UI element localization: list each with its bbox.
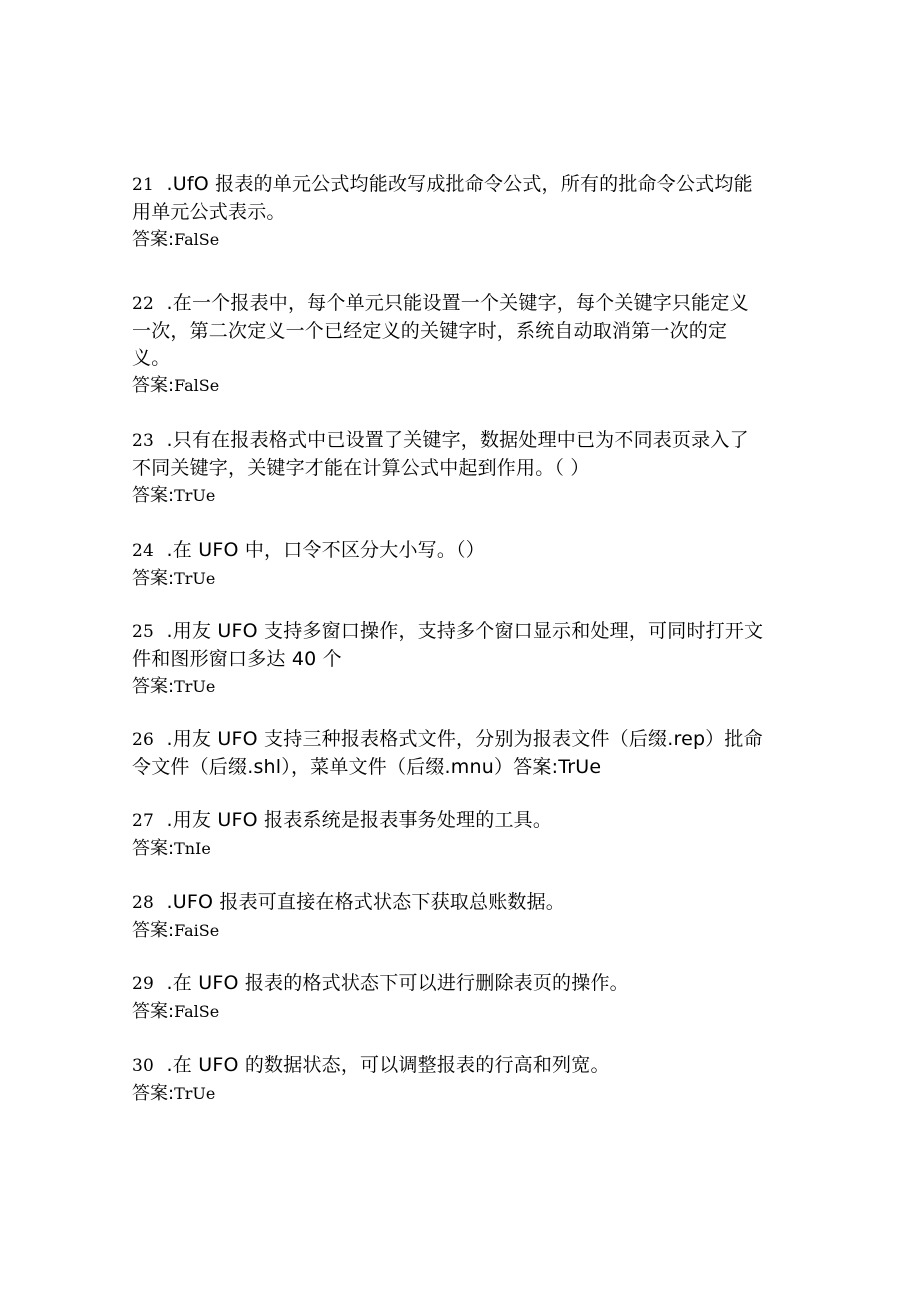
question-30 — [132, 1052, 792, 1107]
question-line — [132, 970, 792, 998]
question-text: .UFO 报表可直接在格式状态下获取总账数据。 — [166, 891, 566, 913]
question-number: 30 — [132, 1056, 155, 1076]
answer-value: FalSe — [174, 230, 220, 249]
answer-line — [132, 226, 792, 253]
answer-label: 答案: — [132, 229, 175, 250]
question-23 — [132, 427, 792, 509]
question-text: .UfO 报表的单元公式均能改写成批命令公式，所有的批命令公式均能 — [166, 173, 753, 195]
answer-line — [132, 565, 792, 592]
question-22 — [132, 290, 792, 399]
answer-label: 答案: — [132, 920, 175, 941]
answer-label: 答案: — [132, 1001, 175, 1022]
question-line — [132, 318, 792, 345]
question-line — [132, 290, 792, 318]
answer-line — [132, 482, 792, 509]
question-line — [132, 646, 792, 673]
answer-line — [132, 917, 792, 944]
question-21 — [132, 171, 792, 253]
question-text: 不同关键字，关键字才能在计算公式中起到作用。（ ） — [132, 457, 590, 479]
question-number: 28 — [132, 893, 155, 913]
answer-value: FalSe — [174, 1002, 220, 1021]
answer-label: 答案: — [132, 838, 175, 859]
answer-line — [132, 673, 792, 700]
question-line — [132, 618, 792, 646]
question-line — [132, 455, 792, 482]
question-text: .在 UFO 报表的格式状态下可以进行删除表页的操作。 — [166, 972, 629, 994]
answer-label: 答案: — [132, 676, 175, 697]
question-line — [132, 889, 792, 917]
question-text: .用友 UFO 支持多窗口操作，支持多个窗口显示和处理，可同时打开文 — [166, 620, 764, 642]
answer-line — [132, 1080, 792, 1107]
question-number: 29 — [132, 974, 155, 994]
question-text: 件和图形窗口多达 40 个 — [132, 648, 342, 670]
answer-label: 答案: — [132, 568, 175, 589]
answer-value: TrUe — [174, 569, 216, 588]
question-number: 24 — [132, 541, 155, 561]
answer-value: TrUe — [174, 1084, 216, 1103]
question-text: .用友 UFO 报表系统是报表事务处理的工具。 — [166, 809, 553, 831]
question-29 — [132, 970, 792, 1025]
question-number: 25 — [132, 622, 155, 642]
answer-line — [132, 835, 792, 862]
question-text: 用单元公式表示。 — [132, 201, 286, 223]
question-line — [132, 345, 792, 372]
answer-label: 答案: — [132, 1083, 175, 1104]
answer-value: FalSe — [174, 376, 220, 395]
question-25 — [132, 618, 792, 700]
question-line — [132, 199, 792, 226]
question-28 — [132, 889, 792, 944]
answer-label: 答案: — [132, 375, 175, 396]
answer-label: 答案: — [132, 485, 175, 506]
question-text: 一次，第二次定义一个已经定义的关键字时，系统自动取消第一次的定 — [132, 320, 728, 342]
question-line — [132, 726, 792, 754]
question-text: .在 UFO 中，口令不区分大小写。（） — [166, 539, 485, 561]
question-number: 23 — [132, 431, 155, 451]
answer-value: FaiSe — [174, 921, 220, 940]
answer-line — [132, 998, 792, 1025]
answer-value: TrUe — [174, 677, 216, 696]
answer-value: TrUe — [174, 486, 216, 505]
question-line — [132, 427, 792, 455]
question-text: .用友 UFO 支持三种报表格式文件，分别为报表文件（后缀.rep）批命 — [166, 728, 763, 750]
question-line — [132, 754, 792, 781]
question-text: .只有在报表格式中已设置了关键字，数据处理中已为不同表页录入了 — [166, 429, 749, 451]
question-text: 令文件（后缀.shl），菜单文件（后缀.mnu）答案:TrUe — [132, 756, 602, 778]
question-line — [132, 537, 792, 565]
question-text: .在 UFO 的数据状态，可以调整报表的行高和列宽。 — [166, 1054, 610, 1076]
question-number: 27 — [132, 811, 155, 831]
question-24 — [132, 537, 792, 592]
question-text: 义。 — [132, 347, 171, 369]
answer-line — [132, 372, 792, 399]
question-line — [132, 171, 792, 199]
answer-value: TnIe — [174, 839, 211, 858]
question-text: .在一个报表中，每个单元只能设置一个关键字，每个关键字只能定义 — [166, 292, 749, 314]
question-number: 21 — [132, 175, 155, 195]
question-line — [132, 1052, 792, 1080]
question-26 — [132, 726, 792, 781]
question-line — [132, 807, 792, 835]
question-number: 26 — [132, 730, 155, 750]
question-27 — [132, 807, 792, 862]
question-number: 22 — [132, 294, 155, 314]
